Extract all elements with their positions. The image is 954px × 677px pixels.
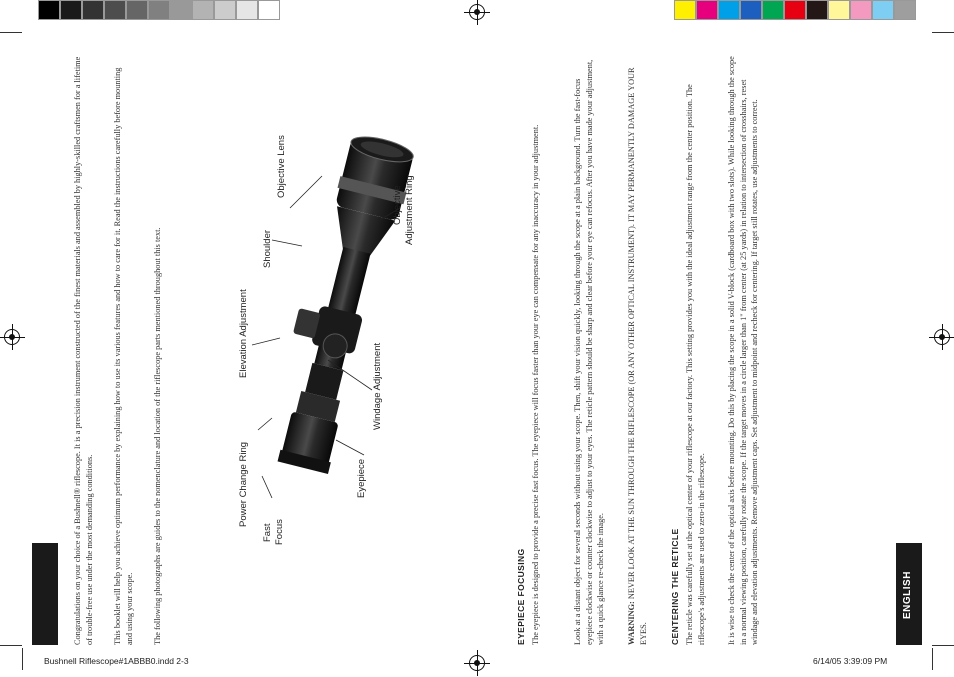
intro-paragraph-3: The following photographs are guides to the nomenclature and location of the riflescope parts mentioned throughout this text. <box>153 227 162 645</box>
label-objective-adjustment-ring-line2: Adjustment Ring <box>404 175 415 245</box>
label-objective-lens: Objective Lens <box>276 135 287 198</box>
eyepiece-focusing-paragraph-2: Look at a distant object for several seconds without using your scope. Then, shift your vision quickly, looking through the scope at a plain background. Turn the fast-focus eyepiece clockwise or counter clockwise to adjust to your eyes. The reticle pattern should be sharp and clear before your eye can refocus. After you have made your adjustment, with a quick glance re-check the image. <box>573 59 605 645</box>
label-power-change-ring: Power Change Ring <box>238 441 249 527</box>
label-objective-adjustment-ring-line1: Objective <box>392 185 403 225</box>
label-elevation-adjustment: Elevation Adjustment <box>238 289 249 378</box>
label-eyepiece: Eyepiece <box>356 458 367 498</box>
footer-file-name: Bushnell Riflescope#1ABBB0.indd 2-3 <box>44 656 189 666</box>
footer-timestamp: 6/14/05 3:39:09 PM <box>813 656 888 666</box>
label-windage-adjustment: Windage Adjustment <box>372 342 383 430</box>
eyepiece-focusing-paragraph-1: The eyepiece is designed to provide a precise fast focus. The eyepiece will focus faster than your eye can compensate for any inaccuracy in your adjustment. <box>531 124 540 645</box>
intro-paragraph-1: Congratulations on your choice of a Bushnell® riflescope. It is a precision instrument constructed of the finest materials and assembled by highly-skilled craftsmen for a lifetime of trouble-free use under the most demanding conditions. <box>73 56 94 645</box>
centering-reticle-paragraph-1: The reticle was carefully set at the optical center of your riflescope at our factory. This setting provides you with the ideal adjustment range from the center position. The riflescope's adjustments are used to zero-in the riflescope. <box>685 84 706 645</box>
warning-label: WARNING: <box>627 601 636 645</box>
label-shoulder: Shoulder <box>262 229 273 268</box>
language-tab <box>896 543 922 645</box>
warning-text: NEVER LOOK AT THE SUN THROUGH THE RIFLESCOPE (OR ANY OTHER OPTICAL INSTRUMENT). IT MAY PERMANENTLY DAMAGE YOUR EYES. <box>627 67 648 645</box>
centering-reticle-heading: CENTERING THE RETICLE <box>670 528 680 645</box>
centering-reticle-paragraph-2: It is wise to check the center of the optical axis before mounting. Do this by placing the scope in a solid V-block (cardboard box with two slots). While looking through the scope in a normal viewing position, carefully rotate the scope. If the target moves in a circle larger than 1" from center (at 25 yards) in relation to intersection of crosshairs, reset windage and elevation adjustments. Remove adjustment caps. Set adjustment to midpoint and recheck for centering. If target still rotates, use adjustments to correct. <box>727 56 759 645</box>
intro-paragraph-2: This booklet will help you achieve optimum performance by explaining how to use its various features and how to care for it. Read the instructions carefully before mounting and using your scope. <box>113 67 134 645</box>
label-fast-focus-line1: Fast <box>262 523 273 542</box>
eyepiece-focusing-heading: EYEPIECE FOCUSING <box>516 548 526 645</box>
language-tab-label: ENGLISH <box>902 571 913 619</box>
warning-paragraph <box>626 55 649 645</box>
label-fast-focus-line2: Focus <box>274 519 285 545</box>
